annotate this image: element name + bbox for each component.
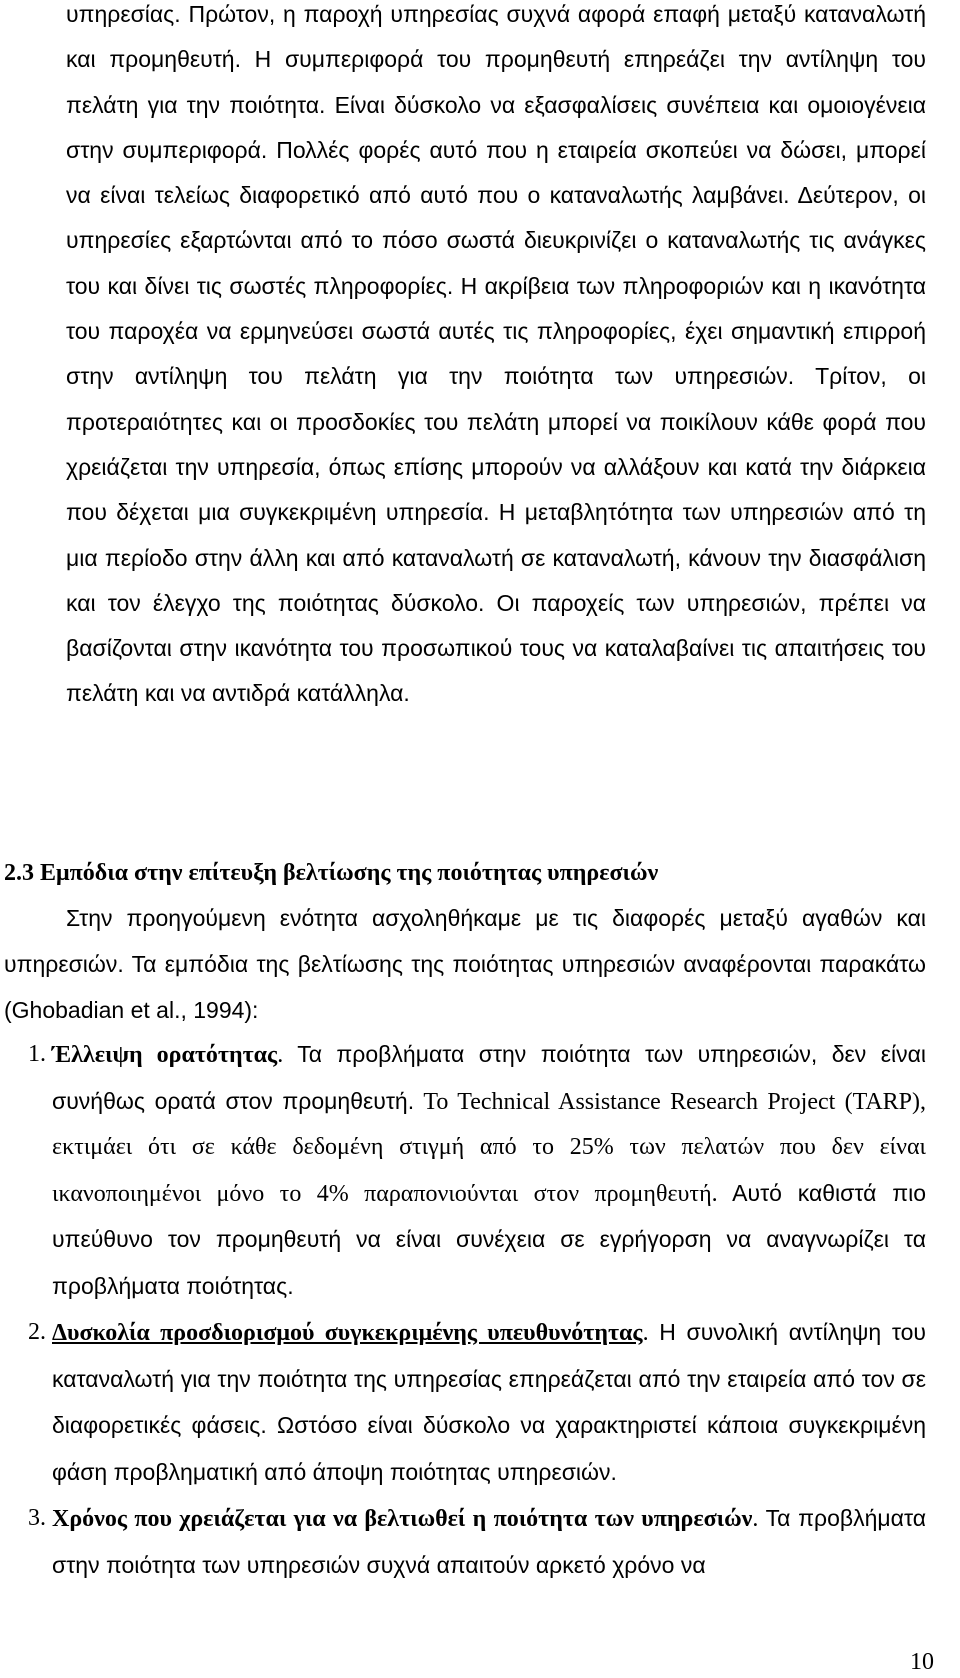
list-item-time <box>28 1496 926 1589</box>
page-number: 10 <box>910 1649 934 1675</box>
list-item-title: Δυσκολία προσδιορισμού συγκεκριμένης υπευθυνότητας <box>52 1320 643 1346</box>
list-item-responsibility <box>28 1310 926 1496</box>
section-heading: 2.3 Εμπόδια στην επίτευξη βελτίωσης της ποιότητας υπηρεσιών <box>4 860 659 886</box>
list-item-title: Έλλειψη ορατότητας <box>52 1042 278 1068</box>
list-item-text: Η συνολική αντίληψη του καταναλωτή για την ποιότητα της υπηρεσίας επηρεάζεται από την εταιρεία από τον σε διαφορετικές φάσεις. Ωστόσο είναι δύσκολο να χαρακτηριστεί κάποια συγκεκριμένη φάση προβληματική από άποψη ποιότητας υπηρεσιών. <box>52 1319 926 1485</box>
list-item-text: Τα προβλήματα στην ποιότητα των υπηρεσιών, δεν είναι συνήθως ορατά στον προμηθευτή. <box>52 1041 926 1114</box>
list-item-text-serif: To Technical Assistance Research Project (TARP), εκτιμάει ότι σε κάθε δεδομένη στιγμή από το 25% των πελατών που δεν είναι ικανοποιημένοι μόνο το 4% παραπονιούνται στον προμηθευτή. <box>52 1088 927 1207</box>
list-item-text-continuation: Αυτό καθιστά πιο υπεύθυνο τον προμηθευτή να είναι συνέχεια σε εγρήγορση να αναγνωρίζει τα προβλήματα ποιότητας. <box>52 1179 926 1299</box>
obstacles-list <box>28 1032 927 1589</box>
intro-paragraph <box>4 896 926 1035</box>
list-item-text: Τα προβλήματα στην ποιότητα των υπηρεσιών συχνά απαιτούν αρκετό χρόνο να <box>52 1505 926 1578</box>
list-number: 3. <box>28 1505 46 1531</box>
list-item-title-end: . <box>752 1506 759 1532</box>
top-paragraph-text: υπηρεσίας. Πρώτον, η παροχή υπηρεσίας συχνά αφορά επαφή μεταξύ καταναλωτή και προμηθευτή. Η συμπεριφορά του προμηθευτή επηρεάζει την αντίληψη του πελάτη για την ποιότητα. Είναι δύσκολο να εξασφαλίσεις συνέπεια και ομοιογένεια στην συμπεριφορά. Πολλές φορές αυτό που η εταιρεία σκοπεύει να δώσει, μπορεί να είναι τελείως διαφορετικό από αυτό που ο καταναλωτής λαμβάνει. Δεύτερον, οι υπηρεσίες εξαρτώνται από το πόσο σωστά διευκρινίζει ο καταναλωτής τις ανάγκες του και δίνει τις σωστές πληροφορίες. Η ακρίβεια των πληροφοριών και η ικανότητα του παροχέα να ερμηνεύσει σωστά αυτές τις πληροφορίες, έχει σημαντική επιρροή στην αντίληψη του πελάτη για την ποιότητα των υπηρεσιών. Τρίτον, οι προτεραιότητες και οι προσδοκίες του πελάτη μπορεί να ποικίλουν κάθε φορά που χρειάζεται την υπηρεσία, όπως επίσης μπορούν να αλλάξουν και κατά την διάρκεια που δέχεται μια συγκεκριμένη υπηρεσία. Η μεταβλητότητα των υπηρεσιών από τη μια περίοδο στην άλλη και από καταναλωτή σε καταναλωτή, κάνουν την διασφάλιση και τον έλεγχο της ποιότητας δύσκολο. Οι παροχείς των υπηρεσιών, πρέπει να βασίζονται στην ικανότητα του προσωπικού τους να καταλαβαίνει τις απαιτήσεις του πελάτη και να αντιδρά κατάλληλα. <box>66 1 926 707</box>
top-paragraph <box>66 0 926 717</box>
list-item-title-end: . <box>642 1320 649 1346</box>
list-item-title: Χρόνος που χρειάζεται για να βελτιωθεί η ποιότητα των υπηρεσιών <box>52 1506 753 1532</box>
intro-paragraph-content: Στην προηγούμενη ενότητα ασχοληθήκαμε με τις διαφορές μεταξύ αγαθών και υπηρεσιών. Τα εμπόδια της βελτίωσης της ποιότητας υπηρεσιών αναφέρονται παρακάτω (Ghobadian et al., 1994): <box>4 905 926 1024</box>
intro-paragraph-text <box>4 896 926 1035</box>
list-number: 1. <box>28 1041 46 1067</box>
list-item-title-end: . <box>277 1042 284 1068</box>
list-number: 2. <box>28 1319 46 1345</box>
list-item-visibility <box>28 1032 927 1310</box>
